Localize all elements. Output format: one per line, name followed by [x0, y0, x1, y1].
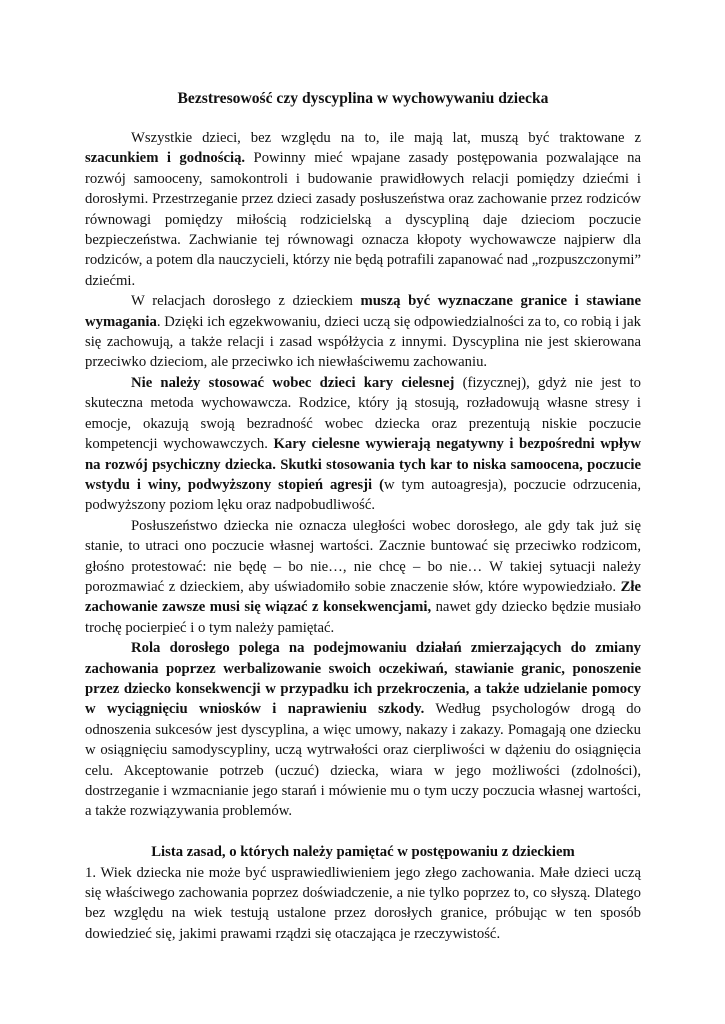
- paragraph-1-text-b: Powinny mieć wpajane zasady postępowania pozwalające na rozwój samooceny, samokontroli i budowanie prawidłowych relacji pomiędzy dziećmi i dorosłymi. Przestrzeganie przez dzieci zasady posłuszeństwa oraz zachowanie przez rodziców równowagi pomiędzy miłością rodzicielską a dyscypliną daje dzieciom poczucie bezpieczeństwa. Zachwianie tej równowagi oznacza kłopoty wychowawcze najpierw dla rodziców, a potem dla nauczycieli, którzy nie będą potrafili zapanować nad „rozpuszczonymi” dziećmi.: [85, 150, 642, 289]
- paragraph-3-bold-a: Nie należy stosować wobec dzieci kary cielesnej: [131, 374, 455, 391]
- document-body: [85, 128, 641, 944]
- paragraph-1-text-a: Wszystkie dzieci, bez względu na to, ile mają lat, muszą być traktowane z: [131, 130, 641, 146]
- paragraph-3-bold-b: Kary cielesne wywierają negatywny i bezpośredni wpływ na rozwój psychiczny dziecka. Skutki stosowania tych kar to niska samoocena, poczucie wstydu i winy, podwyższony stopień agresji (: [85, 436, 642, 493]
- paragraph-4: [85, 516, 641, 638]
- paragraph-2-text-b: . Dzięki ich egzekwowaniu, dzieci uczą się odpowiedzialności za to, co robią i jak się zachowują, a także relacji i zasad współżycia z innymi. Dyscyplina nie jest skierowana przeciwko dzieciom, ale przeciwko ich niewłaściwemu zachowaniu.: [85, 313, 641, 371]
- paragraph-4-text-b: nawet gdy dziecko będzie musiało trochę pocierpieć i o tym należy pamiętać.: [85, 599, 641, 636]
- paragraph-4-text-a: Posłuszeństwo dziecka nie oznacza uległości wobec dorosłego, ale gdy tak już się stanie, to utraci ono poczucie własnej wartości. Zacznie buntować się przeciwko rodzicom, głośno protestować: nie będę – bo nie…, nie chcę – bo nie… W takiej sytuacji należy porozmawiać z dzieckiem, aby uświadomiło sobie znaczenie słów, które wypowiedziało.: [85, 517, 641, 595]
- paragraph-2-bold-a: muszą być wyznaczane granice i stawiane wymagania: [85, 293, 641, 330]
- paragraph-1: [85, 128, 641, 291]
- paragraph-5-bold-a: Rola dorosłego polega na podejmowaniu działań zmierzających do zmiany zachowania poprzez werbalizowanie swoich oczekiwań, stawianie granic, ponoszenie przez dziecko konsekwencji w przypadku ich przekroczenia, a także udzielanie pomocy w wyciągnięciu wniosków i naprawieniu szkody.: [85, 640, 641, 718]
- document-title: Bezstresowość czy dyscyplina w wychowywaniu dziecka: [177, 90, 549, 107]
- paragraph-5-text-a: Według psychologów drogą do odnoszenia sukcesów jest dyscyplina, a więc umowy, nakazy i zakazy. Pomagają one dziecku w osiągnięciu samodyscypliny, uczą wytrwałości oraz cierpliwości w dążeniu do osiągnięcia celu. Akceptowanie potrzeb (uczuć) dziecka, wiara w jego możliwości (zdolności), dostrzeganie i wzmacnianie jego starań i mówienie mu o tym uczy poczucia własnej wartości, a także rozwiązywania problemów.: [85, 701, 641, 820]
- paragraph-3-text-b: w tym autoagresja), poczucie odrzucenia, podwyższony poziom lęku oraz nadpobudliwość.: [85, 476, 641, 514]
- paragraph-2: [85, 291, 641, 373]
- paragraph-2-text-a: W relacjach dorosłego z dzieckiem: [131, 293, 361, 310]
- list-heading: Lista zasad, o których należy pamiętać w postępowaniu z dzieckiem: [151, 844, 575, 861]
- paragraph-1-bold-a: szacunkiem i godnością.: [85, 150, 246, 167]
- paragraph-4-bold-a: Złe zachowanie zawsze musi się wiązać z konsekwencjami,: [85, 578, 641, 616]
- list-item-1: 1. Wiek dziecka nie może być usprawiedliwieniem jego złego zachowania. Małe dzieci uczą się właściwego zachowania poprzez doświadczenie, a nie tylko poprzez to, co słyszą. Dlatego bez względu na wiek testują ustalone przez dorosłych granice, próbując w ten sposób dowiedzieć się, jakimi prawami rządzi się otaczająca je rzeczywistość.: [85, 864, 641, 942]
- paragraph-3: [85, 373, 641, 516]
- paragraph-3-text-a: (fizycznej), gdyż nie jest to skuteczna metoda wychowawcza. Rodzice, który ją stosują, rozładowują własne stresy i emocje, okazują swoją bezradność wobec dziecka oraz prezentują niskie poczucie kompetencji wychowawczych.: [85, 374, 641, 453]
- paragraph-5: [85, 638, 641, 822]
